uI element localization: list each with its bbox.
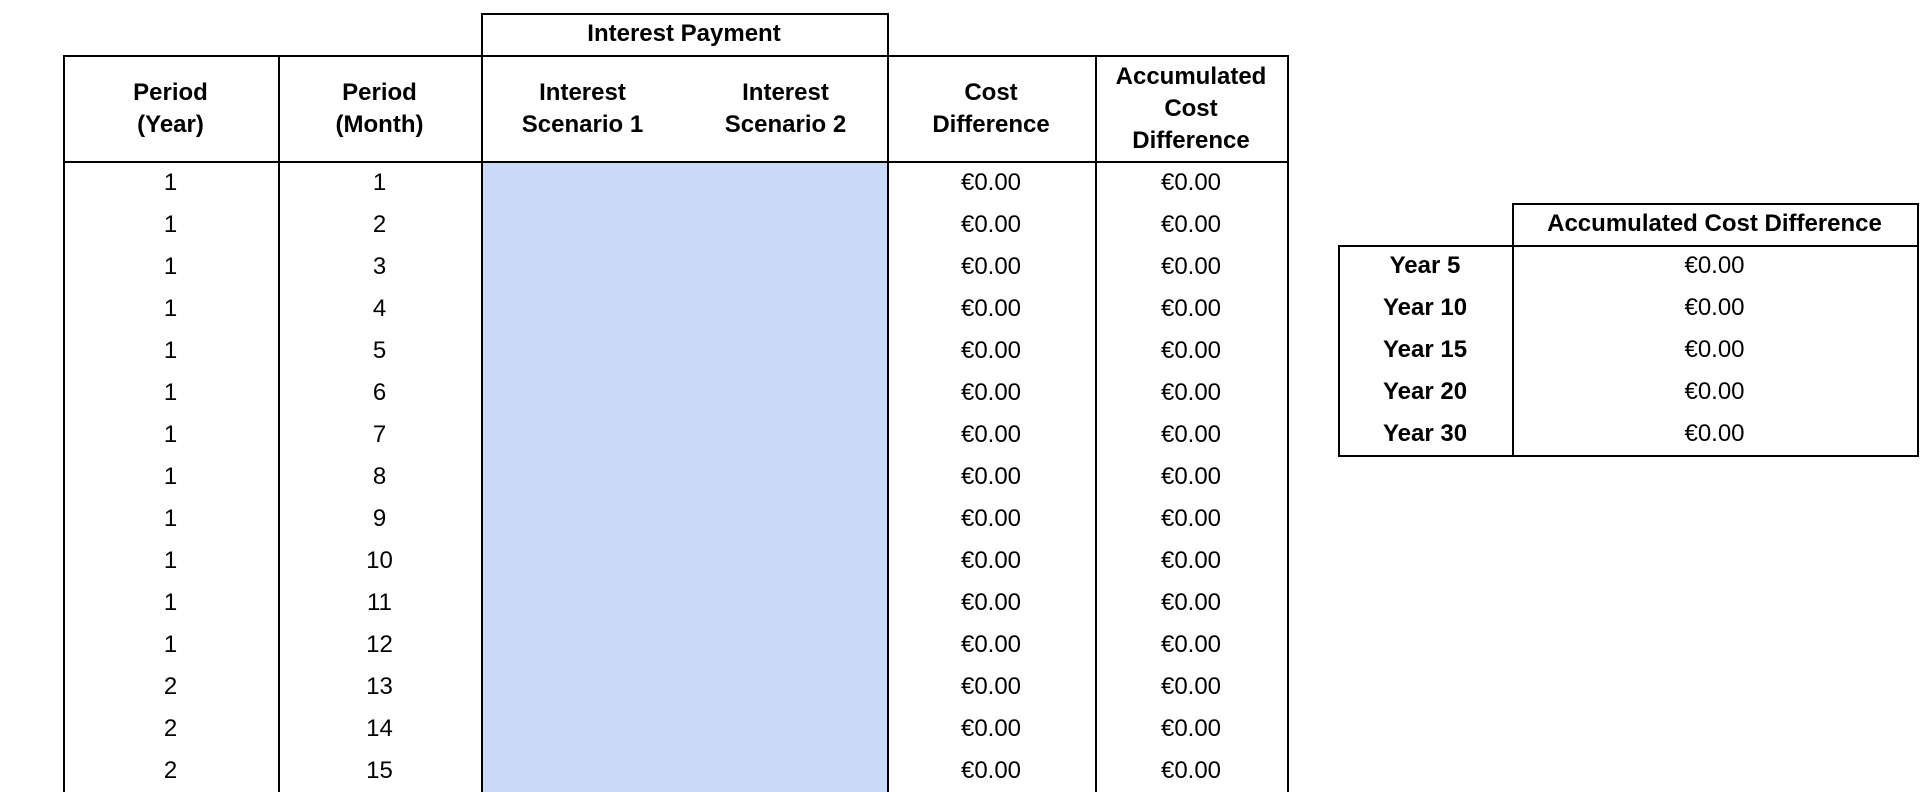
accumulated-cost-difference-cell: €0.00 [1160,169,1222,196]
cost-difference-cell: €0.00 [960,463,1022,490]
period-month-cell: 9 [372,505,387,532]
period-year-header: Period (Year) [133,78,208,138]
accumulated-cost-difference-cell: €0.00 [1160,463,1222,490]
period-year-cell: 1 [163,421,178,448]
interest-scenario-1-cell[interactable] [481,330,684,372]
summary-year-label: Year 20 [1382,378,1468,405]
summary-year-label: Year 15 [1382,336,1468,363]
cost-difference-cell: €0.00 [960,169,1022,196]
interest-scenario-1-cell[interactable] [481,288,684,330]
interest-scenario-1-cell[interactable] [481,666,684,708]
period-year-cell: 1 [163,463,178,490]
interest-scenario-2-cell[interactable] [684,372,887,414]
summary-year-label: Year 30 [1382,420,1468,447]
interest-scenario-2-cell[interactable] [684,582,887,624]
interest-scenario-2-cell[interactable] [684,750,887,792]
summary-value-cell: €0.00 [1684,336,1745,363]
group-header-top-border [481,13,887,15]
interest-scenario-1-cell[interactable] [481,540,684,582]
cost-difference-cell: €0.00 [960,211,1022,238]
interest-scenario-2-cell[interactable] [684,666,887,708]
interest-payment-group-header: Interest Payment [587,20,781,47]
cost-difference-cell: €0.00 [960,673,1022,700]
summary-year-label: Year 10 [1382,294,1468,321]
interest-scenario-1-cell[interactable] [481,414,684,456]
interest-scenario-1-cell[interactable] [481,162,684,204]
period-year-cell: 1 [163,379,178,406]
cost-difference-cell: €0.00 [960,295,1022,322]
summary-bottom-border [1338,455,1919,457]
summary-value-cell: €0.00 [1684,420,1745,447]
period-month-cell: 6 [372,379,387,406]
period-year-cell: 2 [163,673,178,700]
period-month-cell: 4 [372,295,387,322]
period-month-cell: 8 [372,463,387,490]
interest-scenario-1-cell[interactable] [481,456,684,498]
summary-header-top-border [1512,203,1919,205]
accumulated-cost-difference-cell: €0.00 [1160,253,1222,280]
accumulated-cost-difference-cell: €0.00 [1160,505,1222,532]
summary-value-cell: €0.00 [1684,294,1745,321]
interest-scenario-1-cell[interactable] [481,582,684,624]
period-year-cell: 1 [163,295,178,322]
summary-value-cell: €0.00 [1684,252,1745,279]
period-year-cell: 1 [163,547,178,574]
cost-difference-cell: €0.00 [960,757,1022,784]
interest-scenario-2-cell[interactable] [684,456,887,498]
interest-scenario-1-cell[interactable] [481,708,684,750]
interest-scenario-1-cell[interactable] [481,204,684,246]
period-month-cell: 12 [366,631,393,658]
interest-scenario-2-cell[interactable] [684,414,887,456]
cost-difference-cell: €0.00 [960,379,1022,406]
accumulated-cost-difference-cell: €0.00 [1160,421,1222,448]
period-year-cell: 1 [163,337,178,364]
cost-difference-cell: €0.00 [960,505,1022,532]
interest-scenario-2-cell[interactable] [684,288,887,330]
interest-scenario-1-cell[interactable] [481,372,684,414]
summary-year-label: Year 5 [1389,252,1461,279]
summary-value-cell: €0.00 [1684,378,1745,405]
interest-scenario-2-cell[interactable] [684,246,887,288]
cost-difference-cell: €0.00 [960,715,1022,742]
group-header-left-border [481,13,483,55]
interest-scenario-2-cell[interactable] [684,708,887,750]
column-border [1287,55,1289,792]
cost-difference-cell: €0.00 [960,631,1022,658]
period-year-cell: 1 [163,589,178,616]
interest-scenario-2-cell[interactable] [684,330,887,372]
period-month-cell: 2 [372,211,387,238]
interest-scenario-2-cell[interactable] [684,540,887,582]
cost-difference-cell: €0.00 [960,253,1022,280]
cost-difference-cell: €0.00 [960,589,1022,616]
cost-difference-header: Cost Difference [932,78,1050,138]
period-month-cell: 7 [372,421,387,448]
period-month-cell: 5 [372,337,387,364]
period-year-cell: 2 [163,757,178,784]
period-month-cell: 14 [366,715,393,742]
accumulated-cost-difference-header: Accumulated Cost Difference [1115,62,1267,154]
period-month-cell: 15 [366,757,393,784]
group-header-right-border [887,13,889,55]
interest-scenario-2-cell[interactable] [684,162,887,204]
accumulated-cost-difference-cell: €0.00 [1160,715,1222,742]
period-year-cell: 2 [163,715,178,742]
interest-scenario-2-cell[interactable] [684,204,887,246]
accumulated-cost-difference-cell: €0.00 [1160,589,1222,616]
accumulated-cost-difference-cell: €0.00 [1160,673,1222,700]
accumulated-cost-difference-cell: €0.00 [1160,337,1222,364]
interest-scenario-2-cell[interactable] [684,624,887,666]
summary-right-border [1917,203,1919,457]
accumulated-cost-difference-cell: €0.00 [1160,757,1222,784]
period-month-cell: 10 [366,547,393,574]
interest-scenario-1-cell[interactable] [481,498,684,540]
period-month-cell: 1 [372,169,387,196]
accumulated-cost-difference-cell: €0.00 [1160,211,1222,238]
period-month-header: Period (Month) [335,78,424,138]
period-year-cell: 1 [163,253,178,280]
accumulated-cost-difference-cell: €0.00 [1160,631,1222,658]
interest-scenario-1-cell[interactable] [481,624,684,666]
interest-scenario-1-cell[interactable] [481,750,684,792]
period-month-cell: 3 [372,253,387,280]
interest-scenario-1-header: Interest Scenario 1 [521,78,644,138]
period-year-cell: 1 [163,631,178,658]
cost-difference-cell: €0.00 [960,547,1022,574]
period-year-cell: 1 [163,505,178,532]
accumulated-cost-difference-cell: €0.00 [1160,379,1222,406]
cost-difference-cell: €0.00 [960,421,1022,448]
period-year-cell: 1 [163,211,178,238]
interest-scenario-2-cell[interactable] [684,498,887,540]
period-month-cell: 13 [366,673,393,700]
header-top-border [63,55,1289,57]
summary-header: Accumulated Cost Difference [1547,210,1882,237]
accumulated-cost-difference-cell: €0.00 [1160,295,1222,322]
period-month-cell: 11 [367,589,392,616]
cost-difference-cell: €0.00 [960,337,1022,364]
period-year-cell: 1 [163,169,178,196]
accumulated-cost-difference-cell: €0.00 [1160,547,1222,574]
interest-scenario-2-header: Interest Scenario 2 [724,78,847,138]
interest-scenario-1-cell[interactable] [481,246,684,288]
